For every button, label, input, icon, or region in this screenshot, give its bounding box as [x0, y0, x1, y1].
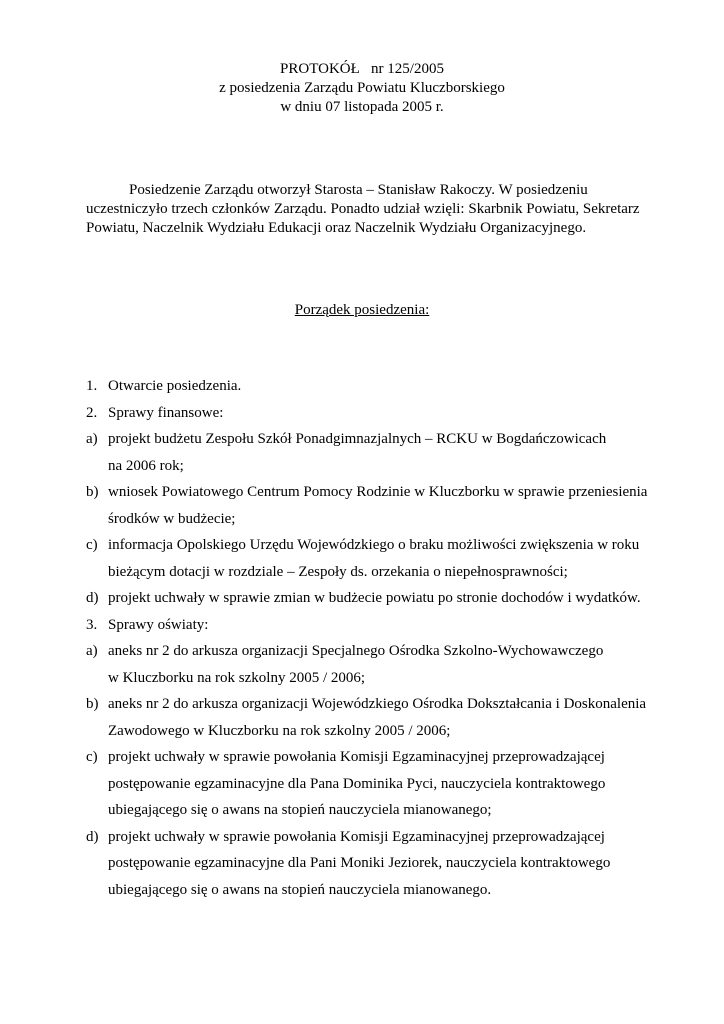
agenda-item-line: projekt uchwały w sprawie zmian w budżecie powiatu po stronie dochodów i wydatków. [108, 590, 641, 606]
agenda-item [86, 400, 646, 427]
agenda-item-line: środków w budżecie; [108, 510, 236, 527]
agenda-item-line: projekt budżetu Zespołu Szkół Ponadgimnazjalnych – RCKU w Bogdańczowicach [108, 431, 607, 447]
agenda-item [86, 532, 646, 585]
agenda-item-line: bieżącym dotacji w rozdziale – Zespoły ds. orzekania o niepełnosprawności; [108, 563, 568, 580]
agenda-item-line: aneks nr 2 do arkusza organizacji Wojewódzkiego Ośrodka Dokształcania i Doskonalenia [108, 696, 647, 712]
agenda-list [86, 373, 646, 903]
agenda-item [86, 426, 646, 479]
agenda-item-text [108, 824, 646, 904]
protocol-subtitle: z posiedzenia Zarządu Powiatu Kluczborskiego [219, 80, 505, 96]
agenda-item-line: postępowanie egzaminacyjne dla Pana Dominika Pyci, nauczyciela kontraktowego [108, 775, 606, 792]
agenda-item-marker: a) [86, 643, 98, 659]
agenda-item-line: postępowanie egzaminacyjne dla Pani Moniki Jeziorek, nauczyciela kontraktowego [108, 855, 611, 871]
agenda-item-text [108, 479, 647, 532]
agenda-heading-text: Porządek posiedzenia: [294, 302, 430, 318]
agenda-item-marker: 1. [86, 378, 98, 394]
agenda-heading [0, 301, 724, 320]
agenda-item-text [108, 585, 646, 612]
agenda-item-text [108, 691, 646, 744]
agenda-item-line: ubiegającego się o awans na stopień nauczyciela mianowanego; [108, 802, 492, 818]
agenda-item-line: Sprawy finansowe: [108, 404, 224, 421]
protocol-date: w dniu 07 listopada 2005 r. [280, 99, 444, 115]
agenda-item-marker: a) [86, 431, 98, 447]
agenda-item-line: aneks nr 2 do arkusza organizacji Specjalnego Ośrodka Szkolno-Wychowawczego [108, 643, 604, 659]
agenda-item-line: na 2006 rok; [108, 457, 184, 474]
agenda-item-text [108, 638, 646, 691]
agenda-item-line: Zawodowego w Kluczborku na rok szkolny 2005 / 2006; [108, 722, 451, 739]
agenda-item-line: ubiegającego się o awans na stopień nauczyciela mianowanego. [108, 881, 492, 898]
agenda-item [86, 744, 646, 824]
agenda-item-marker: 3. [86, 616, 98, 633]
agenda-item-line: informacja Opolskiego Urzędu Wojewódzkiego o braku możliwości zwiększenia w roku [108, 537, 640, 553]
agenda-item-marker: d) [86, 590, 99, 606]
agenda-item-text [108, 612, 646, 639]
agenda-item-text [108, 373, 646, 400]
agenda-item-marker: b) [86, 484, 99, 500]
agenda-item-line: Otwarcie posiedzenia. [108, 378, 242, 394]
agenda-item [86, 691, 646, 744]
intro-line: Posiedzenie Zarządu otworzył Starosta – Stanisław Rakoczy. W posiedzeniu [129, 182, 588, 198]
agenda-item-line: w Kluczborku na rok szkolny 2005 / 2006; [108, 669, 366, 686]
agenda-item [86, 373, 646, 400]
intro-line: uczestniczyło trzech członków Zarządu. Ponadto udział wzięli: Skarbnik Powiatu, Sekretarz [86, 201, 640, 217]
agenda-item [86, 824, 646, 904]
agenda-item-line: projekt uchwały w sprawie powołania Komisji Egzaminacyjnej przeprowadzającej [108, 828, 605, 845]
protocol-title: PROTOKÓŁ nr 125/2005 [280, 61, 444, 77]
agenda-item [86, 612, 646, 639]
agenda-item-text [108, 532, 646, 585]
agenda-item-marker: 2. [86, 404, 98, 421]
agenda-item-marker: c) [86, 749, 98, 765]
agenda-item-marker: c) [86, 537, 98, 553]
agenda-item-line: wniosek Powiatowego Centrum Pomocy Rodzinie w Kluczborku w sprawie przeniesienia [108, 484, 648, 500]
agenda-item-marker: d) [86, 828, 99, 845]
agenda-item [86, 638, 646, 691]
agenda-item [86, 479, 646, 532]
agenda-item-line: Sprawy oświaty: [108, 616, 209, 633]
agenda-item-line: projekt uchwały w sprawie powołania Komisji Egzaminacyjnej przeprowadzającej [108, 749, 605, 765]
agenda-item-text [108, 426, 646, 479]
agenda-item-marker: b) [86, 696, 99, 712]
agenda-item-text [108, 400, 646, 427]
document-header [0, 60, 724, 117]
agenda-item [86, 585, 646, 612]
intro-line: Powiatu, Naczelnik Wydziału Edukacji oraz Naczelnik Wydziału Organizacyjnego. [86, 220, 587, 236]
intro-paragraph [86, 181, 646, 238]
agenda-item-text [108, 744, 646, 824]
